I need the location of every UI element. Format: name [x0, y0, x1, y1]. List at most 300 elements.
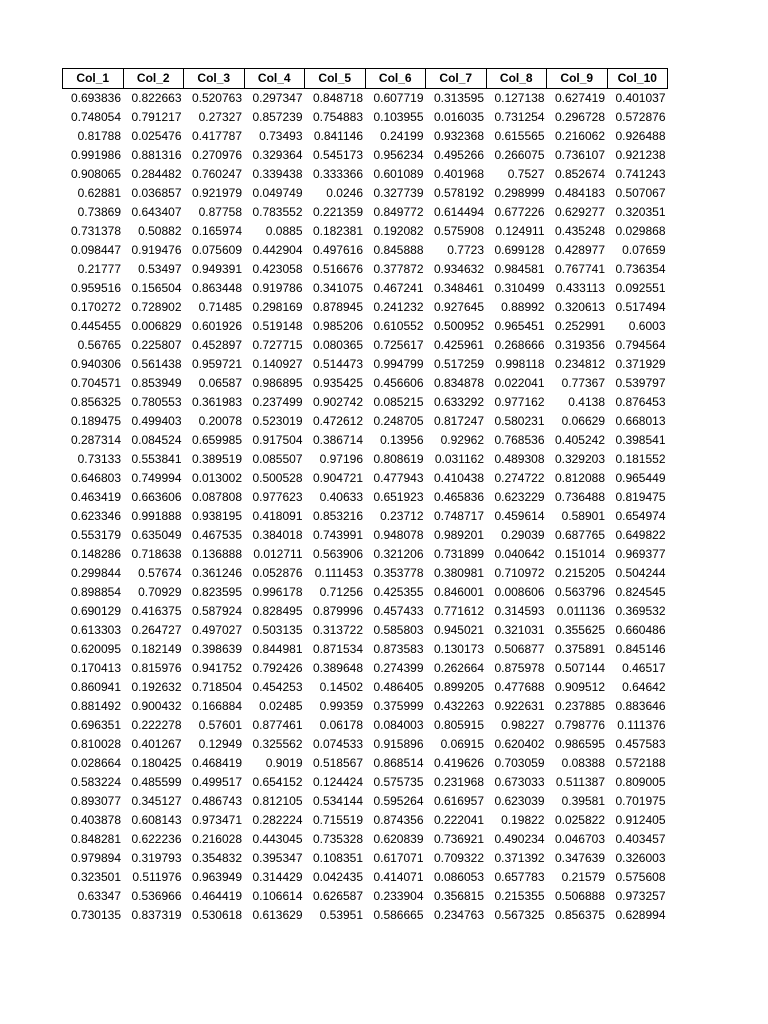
- table-cell: 0.092551: [615, 281, 666, 295]
- table-cell: 0.124424: [312, 775, 363, 789]
- table-cell: 0.314593: [494, 604, 545, 618]
- table-cell: 0.182381: [312, 224, 363, 238]
- table-row: [63, 830, 668, 849]
- table-cell: 0.21579: [561, 870, 605, 884]
- table-cell: 0.696351: [70, 718, 121, 732]
- table-cell: 0.403878: [70, 813, 121, 827]
- table-cell: 0.575908: [433, 224, 484, 238]
- table-cell: 0.23712: [380, 509, 424, 523]
- table-cell: 0.182149: [131, 642, 182, 656]
- table-cell: 0.852674: [554, 167, 605, 181]
- table-cell: 0.623229: [494, 490, 545, 504]
- table-cell: 0.909512: [554, 680, 605, 694]
- table-cell: 0.486405: [373, 680, 424, 694]
- table-cell: 0.192632: [131, 680, 182, 694]
- table-cell: 0.87758: [198, 205, 242, 219]
- table-cell: 0.507144: [554, 661, 605, 675]
- table-cell: 0.948078: [373, 528, 424, 542]
- table-cell: 0.354832: [191, 851, 242, 865]
- table-cell: 0.973471: [191, 813, 242, 827]
- table-cell: 0.868514: [373, 756, 424, 770]
- table-cell: 0.986895: [252, 376, 303, 390]
- table-cell: 0.319356: [554, 338, 605, 352]
- table-row: [63, 374, 668, 393]
- table-cell: 0.938195: [191, 509, 242, 523]
- table-cell: 0.996178: [252, 585, 303, 599]
- table-row: [63, 412, 668, 431]
- table-cell: 0.377872: [373, 262, 424, 276]
- table-cell: 0.425355: [373, 585, 424, 599]
- column-header-5: Col_5: [305, 69, 366, 89]
- table-cell: 0.98227: [501, 718, 545, 732]
- table-cell: 0.959516: [70, 281, 121, 295]
- table-row: [63, 887, 668, 906]
- table-cell: 0.949391: [191, 262, 242, 276]
- table-cell: 0.347639: [554, 851, 605, 865]
- table-cell: 0.984581: [494, 262, 545, 276]
- table-cell: 0.403457: [615, 832, 666, 846]
- column-header-1: Col_1: [63, 69, 124, 89]
- table-row: [63, 868, 668, 887]
- table-cell: 0.908065: [70, 167, 121, 181]
- table-cell: 0.651923: [373, 490, 424, 504]
- table-cell: 0.042435: [312, 870, 363, 884]
- table-cell: 0.7527: [507, 167, 545, 181]
- table-cell: 0.401267: [131, 737, 182, 751]
- table-cell: 0.016035: [433, 110, 484, 124]
- table-header: [63, 69, 668, 89]
- table-row: [63, 906, 668, 925]
- table-cell: 0.805915: [433, 718, 484, 732]
- table-cell: 0.165974: [191, 224, 242, 238]
- table-cell: 0.580231: [494, 414, 545, 428]
- table-cell: 0.389648: [312, 661, 363, 675]
- table-cell: 0.06629: [561, 414, 605, 428]
- table-row: [63, 146, 668, 165]
- table-cell: 0.677226: [494, 205, 545, 219]
- table-cell: 0.503135: [252, 623, 303, 637]
- table-cell: 0.506877: [494, 642, 545, 656]
- table-cell: 0.668013: [615, 414, 666, 428]
- table-row: [63, 89, 668, 109]
- table-cell: 0.846001: [433, 585, 484, 599]
- table-cell: 0.518567: [312, 756, 363, 770]
- table-cell: 0.932368: [433, 129, 484, 143]
- table-cell: 0.768536: [494, 433, 545, 447]
- table-cell: 0.731899: [433, 547, 484, 561]
- table-cell: 0.452897: [191, 338, 242, 352]
- table-cell: 0.24199: [380, 129, 424, 143]
- table-row: [63, 659, 668, 678]
- table-cell: 0.791217: [131, 110, 182, 124]
- table-cell: 0.380981: [433, 566, 484, 580]
- table-cell: 0.298169: [252, 300, 303, 314]
- table-cell: 0.601926: [191, 319, 242, 333]
- table-cell: 0.098447: [70, 243, 121, 257]
- table-cell: 0.040642: [494, 547, 545, 561]
- table-cell: 0.9019: [265, 756, 303, 770]
- table-cell: 0.956234: [373, 148, 424, 162]
- table-cell: 0.248705: [373, 414, 424, 428]
- table-cell: 0.06178: [319, 718, 363, 732]
- table-cell: 0.663606: [131, 490, 182, 504]
- table-cell: 0.561438: [131, 357, 182, 371]
- table-cell: 0.844981: [252, 642, 303, 656]
- table-cell: 0.006829: [131, 319, 182, 333]
- table-cell: 0.7723: [447, 243, 484, 257]
- table-cell: 0.88992: [501, 300, 545, 314]
- table-cell: 0.477688: [494, 680, 545, 694]
- table-cell: 0.467241: [373, 281, 424, 295]
- table-cell: 0.46517: [622, 661, 666, 675]
- table-cell: 0.500528: [252, 471, 303, 485]
- table-cell: 0.313595: [433, 91, 484, 105]
- table-cell: 0.563796: [554, 585, 605, 599]
- table-cell: 0.853216: [312, 509, 363, 523]
- table-cell: 0.731254: [494, 110, 545, 124]
- table-cell: 0.074533: [312, 737, 363, 751]
- table-cell: 0.013002: [191, 471, 242, 485]
- table-cell: 0.871534: [312, 642, 363, 656]
- table-cell: 0.180425: [131, 756, 182, 770]
- table-cell: 0.736354: [615, 262, 666, 276]
- table-cell: 0.410438: [433, 471, 484, 485]
- table-row: [63, 298, 668, 317]
- table-cell: 0.736488: [554, 490, 605, 504]
- table-cell: 0.39581: [561, 794, 605, 808]
- table-cell: 0.736921: [433, 832, 484, 846]
- table-cell: 0.401968: [433, 167, 484, 181]
- table-cell: 0.457433: [373, 604, 424, 618]
- table-cell: 0.414071: [373, 870, 424, 884]
- table-cell: 0.741243: [615, 167, 666, 181]
- table-cell: 0.425961: [433, 338, 484, 352]
- table-cell: 0.457583: [615, 737, 666, 751]
- table-cell: 0.899205: [433, 680, 484, 694]
- table-cell: 0.327739: [373, 186, 424, 200]
- table-cell: 0.563906: [312, 547, 363, 561]
- table-body: [63, 89, 668, 926]
- table-cell: 0.140927: [252, 357, 303, 371]
- table-cell: 0.823595: [191, 585, 242, 599]
- table-cell: 0.977623: [252, 490, 303, 504]
- table-cell: 0.356815: [433, 889, 484, 903]
- table-cell: 0.583224: [70, 775, 121, 789]
- table-cell: 0.991888: [131, 509, 182, 523]
- table-cell: 0.63347: [77, 889, 121, 903]
- table-cell: 0.863448: [191, 281, 242, 295]
- table-cell: 0.635049: [131, 528, 182, 542]
- table-cell: 0.270976: [191, 148, 242, 162]
- table-row: [63, 355, 668, 374]
- table-cell: 0.709322: [433, 851, 484, 865]
- table-cell: 0.985206: [312, 319, 363, 333]
- table-cell: 0.130173: [433, 642, 484, 656]
- table-cell: 0.877461: [252, 718, 303, 732]
- table-cell: 0.601089: [373, 167, 424, 181]
- table-cell: 0.657783: [494, 870, 545, 884]
- table-row: [63, 792, 668, 811]
- table-cell: 0.860941: [70, 680, 121, 694]
- table-cell: 0.398639: [191, 642, 242, 656]
- table-cell: 0.395347: [252, 851, 303, 865]
- table-cell: 0.881492: [70, 699, 121, 713]
- table-cell: 0.530618: [191, 908, 242, 922]
- table-cell: 0.659985: [191, 433, 242, 447]
- table-cell: 0.610552: [373, 319, 424, 333]
- table-cell: 0.231968: [433, 775, 484, 789]
- table-cell: 0.375891: [554, 642, 605, 656]
- table-cell: 0.646803: [70, 471, 121, 485]
- table-cell: 0.085215: [373, 395, 424, 409]
- table-cell: 0.507067: [615, 186, 666, 200]
- table-row: [63, 184, 668, 203]
- table-cell: 0.578192: [433, 186, 484, 200]
- table-cell: 0.297347: [252, 91, 303, 105]
- table-cell: 0.468419: [191, 756, 242, 770]
- table-row: [63, 336, 668, 355]
- table-cell: 0.463419: [70, 490, 121, 504]
- table-cell: 0.986595: [554, 737, 605, 751]
- table-cell: 0.615565: [494, 129, 545, 143]
- table-cell: 0.262664: [433, 661, 484, 675]
- table-cell: 0.848718: [312, 91, 363, 105]
- table-cell: 0.628994: [615, 908, 666, 922]
- table-cell: 0.497027: [191, 623, 242, 637]
- table-cell: 0.423058: [252, 262, 303, 276]
- table-cell: 0.456606: [373, 376, 424, 390]
- table-cell: 0.819475: [615, 490, 666, 504]
- table-cell: 0.586665: [373, 908, 424, 922]
- table-cell: 0.329364: [252, 148, 303, 162]
- table-cell: 0.595264: [373, 794, 424, 808]
- table-cell: 0.151014: [554, 547, 605, 561]
- table-cell: 0.087808: [191, 490, 242, 504]
- table-cell: 0.969377: [615, 547, 666, 561]
- table-cell: 0.485599: [131, 775, 182, 789]
- table-cell: 0.904721: [312, 471, 363, 485]
- table-cell: 0.022041: [494, 376, 545, 390]
- table-cell: 0.20078: [198, 414, 242, 428]
- table-cell: 0.111376: [617, 718, 666, 732]
- table-row: [63, 640, 668, 659]
- table-cell: 0.419626: [433, 756, 484, 770]
- table-cell: 0.511387: [555, 775, 605, 789]
- table-cell: 0.649822: [615, 528, 666, 542]
- table-cell: 0.53497: [138, 262, 182, 276]
- table-cell: 0.812105: [252, 794, 303, 808]
- table-cell: 0.902742: [312, 395, 363, 409]
- table-row: [63, 678, 668, 697]
- table-cell: 0.085507: [252, 452, 303, 466]
- table-cell: 0.545173: [312, 148, 363, 162]
- table-cell: 0.748054: [70, 110, 121, 124]
- table-cell: 0.945021: [433, 623, 484, 637]
- table-cell: 0.222041: [433, 813, 484, 827]
- table-cell: 0.361246: [191, 566, 242, 580]
- table-cell: 0.876453: [615, 395, 666, 409]
- table-row: [63, 621, 668, 640]
- table-cell: 0.445455: [70, 319, 121, 333]
- table-cell: 0.989201: [433, 528, 484, 542]
- table-cell: 0.536966: [131, 889, 182, 903]
- table-cell: 0.516676: [312, 262, 363, 276]
- table-cell: 0.812088: [554, 471, 605, 485]
- table-cell: 0.934632: [433, 262, 484, 276]
- table-row: [63, 260, 668, 279]
- table-cell: 0.314429: [252, 870, 303, 884]
- table-cell: 0.268666: [494, 338, 545, 352]
- table-cell: 0.900432: [131, 699, 182, 713]
- table-cell: 0.371929: [615, 357, 666, 371]
- table-cell: 0.898854: [70, 585, 121, 599]
- table-cell: 0.435248: [554, 224, 605, 238]
- table-row: [63, 127, 668, 146]
- table-cell: 0.418091: [252, 509, 303, 523]
- table-cell: 0.384018: [252, 528, 303, 542]
- table-cell: 0.477943: [373, 471, 424, 485]
- table-cell: 0.443045: [252, 832, 303, 846]
- column-header-4: Col_4: [244, 69, 305, 89]
- table-cell: 0.828495: [252, 604, 303, 618]
- table-cell: 0.97196: [319, 452, 363, 466]
- table-cell: 0.771612: [433, 604, 484, 618]
- table-cell: 0.883646: [615, 699, 666, 713]
- table-cell: 0.405242: [554, 433, 605, 447]
- table-cell: 0.103955: [373, 110, 424, 124]
- table-cell: 0.428977: [554, 243, 605, 257]
- table-cell: 0.484183: [554, 186, 605, 200]
- table-cell: 0.749994: [131, 471, 182, 485]
- table-cell: 0.398541: [615, 433, 666, 447]
- table-cell: 0.693836: [70, 91, 121, 105]
- table-row: [63, 488, 668, 507]
- table-cell: 0.341075: [312, 281, 363, 295]
- table-cell: 0.58901: [561, 509, 605, 523]
- table-cell: 0.856375: [554, 908, 605, 922]
- table-cell: 0.215205: [554, 566, 605, 580]
- table-cell: 0.298999: [494, 186, 545, 200]
- table-cell: 0.754883: [312, 110, 363, 124]
- table-cell: 0.4138: [568, 395, 605, 409]
- column-header-7: Col_7: [426, 69, 487, 89]
- table-cell: 0.794564: [615, 338, 666, 352]
- table-cell: 0.29039: [501, 528, 545, 542]
- table-cell: 0.965451: [494, 319, 545, 333]
- table-cell: 0.252991: [554, 319, 605, 333]
- table-cell: 0.627419: [554, 91, 605, 105]
- table-cell: 0.523019: [252, 414, 303, 428]
- table-cell: 0.856325: [70, 395, 121, 409]
- table-cell: 0.287314: [70, 433, 121, 447]
- table-cell: 0.824545: [615, 585, 666, 599]
- table-cell: 0.353778: [373, 566, 424, 580]
- table-cell: 0.517259: [433, 357, 484, 371]
- table-cell: 0.497616: [312, 243, 363, 257]
- table-cell: 0.111453: [314, 566, 363, 580]
- table-cell: 0.979894: [70, 851, 121, 865]
- table-cell: 0.553841: [131, 452, 182, 466]
- table-cell: 0.57674: [138, 566, 182, 580]
- table-cell: 0.148286: [70, 547, 121, 561]
- table-cell: 0.767741: [554, 262, 605, 276]
- table-cell: 0.519148: [252, 319, 303, 333]
- table-cell: 0.036857: [131, 186, 182, 200]
- table-cell: 0.361983: [191, 395, 242, 409]
- table-cell: 0.879996: [312, 604, 363, 618]
- table-cell: 0.623346: [70, 509, 121, 523]
- table-cell: 0.012711: [253, 547, 303, 561]
- table-cell: 0.333366: [312, 167, 363, 181]
- table-cell: 0.237885: [554, 699, 605, 713]
- table-cell: 0.329203: [554, 452, 605, 466]
- table-row: [63, 602, 668, 621]
- table-row: [63, 697, 668, 716]
- column-header-6: Col_6: [365, 69, 426, 89]
- table-cell: 0.534144: [312, 794, 363, 808]
- table-cell: 0.614494: [433, 205, 484, 219]
- table-cell: 0.622236: [131, 832, 182, 846]
- table-cell: 0.506888: [554, 889, 605, 903]
- table-cell: 0.725617: [373, 338, 424, 352]
- table-cell: 0.50882: [138, 224, 182, 238]
- column-header-10: Col_10: [607, 69, 668, 89]
- table-cell: 0.81788: [77, 129, 121, 143]
- table-cell: 0.973257: [615, 889, 666, 903]
- table-cell: 0.216028: [191, 832, 242, 846]
- table-cell: 0.633292: [433, 395, 484, 409]
- table-cell: 0.998118: [495, 357, 545, 371]
- table-row: [63, 564, 668, 583]
- table-cell: 0.792426: [252, 661, 303, 675]
- table-cell: 0.64642: [622, 680, 666, 694]
- table-cell: 0.189475: [70, 414, 121, 428]
- table-cell: 0.371392: [494, 851, 545, 865]
- table-cell: 0.736107: [554, 148, 605, 162]
- table-cell: 0.417787: [191, 129, 242, 143]
- table-cell: 0.875978: [494, 661, 545, 675]
- table-cell: 0.822663: [131, 91, 182, 105]
- table-cell: 0.815976: [131, 661, 182, 675]
- table-cell: 0.389519: [191, 452, 242, 466]
- table-cell: 0.166884: [191, 699, 242, 713]
- table-cell: 0.459614: [494, 509, 545, 523]
- table-cell: 0.025822: [554, 813, 605, 827]
- table-cell: 0.325562: [252, 737, 303, 751]
- table-cell: 0.56765: [77, 338, 121, 352]
- table-cell: 0.629277: [554, 205, 605, 219]
- table-row: [63, 241, 668, 260]
- table-cell: 0.486743: [191, 794, 242, 808]
- table-cell: 0.77367: [561, 376, 605, 390]
- table-cell: 0.06915: [440, 737, 484, 751]
- table-cell: 0.728902: [131, 300, 182, 314]
- table-cell: 0.031162: [434, 452, 484, 466]
- table-cell: 0.233904: [373, 889, 424, 903]
- data-table: [62, 68, 668, 925]
- table-cell: 0.575735: [373, 775, 424, 789]
- table-cell: 0.620095: [70, 642, 121, 656]
- table-cell: 0.222278: [131, 718, 182, 732]
- table-cell: 0.504244: [615, 566, 666, 580]
- table-row: [63, 773, 668, 792]
- table-cell: 0.511976: [132, 870, 182, 884]
- table-cell: 0.808619: [373, 452, 424, 466]
- table-cell: 0.660486: [615, 623, 666, 637]
- table-cell: 0.53951: [319, 908, 363, 922]
- table-cell: 0.730135: [70, 908, 121, 922]
- table-cell: 0.266075: [494, 148, 545, 162]
